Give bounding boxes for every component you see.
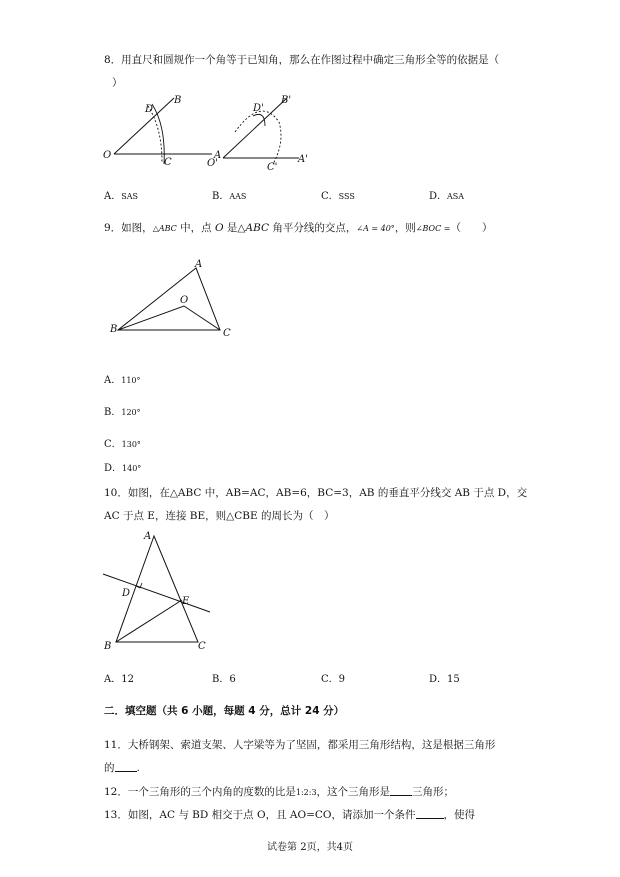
q9-option-c-text: 130° xyxy=(121,440,141,449)
q9-option-b-text: 120° xyxy=(121,408,141,417)
q9-stem-pre: 9．如图， xyxy=(104,222,153,234)
q9-stem-end: （ ） xyxy=(450,222,493,234)
q12-stem xyxy=(104,784,454,799)
q12-pre: 12．一个三角形的三个内角的度数的比是 xyxy=(104,786,296,798)
q12-mid: ，这个三角形是 xyxy=(316,786,391,798)
q13-pre: 13．如图，AC 与 BD 相交于点 O，且 AO=CO，请添加一个条件 xyxy=(104,809,416,821)
q9-stem xyxy=(104,220,492,235)
q8-option-c[interactable] xyxy=(321,187,355,202)
q10-option-c[interactable] xyxy=(321,670,345,685)
q9-option-d[interactable] xyxy=(104,459,141,474)
q10-option-b-letter: B． xyxy=(212,674,230,685)
q10-option-d-letter: D． xyxy=(429,674,448,685)
q8-option-a[interactable] xyxy=(104,187,138,202)
q8-option-b-text: AAS xyxy=(229,192,247,201)
q12-answer-blank[interactable] xyxy=(390,786,412,796)
q10-option-c-letter: C． xyxy=(321,674,339,685)
q9-option-a-text: 110° xyxy=(121,376,141,385)
q9-option-c[interactable] xyxy=(104,435,141,450)
q9-point-o: O xyxy=(214,222,224,234)
q9-angle-a: ∠A = 40° xyxy=(356,224,395,233)
q10-stem-line2: AC 于点 E，连接 BE，则△CBE 的周长为（ ） xyxy=(104,510,335,522)
q10-fig-label-d: D xyxy=(122,588,131,599)
q8-fig2-label-a: A' xyxy=(298,154,308,165)
q8-fig2-label-c: C' xyxy=(267,162,278,173)
q13-post: ，使得 xyxy=(443,809,476,821)
q10-option-a-letter: A． xyxy=(104,674,122,685)
q9-fig-label-o: O xyxy=(180,295,189,306)
q8-option-d[interactable] xyxy=(429,187,464,202)
q13-answer-blank[interactable] xyxy=(416,809,444,819)
q9-stem-mid2: 是△ xyxy=(223,222,246,234)
q10-fig-label-a: A xyxy=(144,531,152,542)
q10-option-c-text: 9 xyxy=(338,674,346,685)
page-footer: 试卷第 2页，共4页 xyxy=(267,842,353,853)
q8-option-b[interactable] xyxy=(212,187,246,202)
q8-option-a-letter: A． xyxy=(104,191,122,202)
q8-option-c-letter: C． xyxy=(321,191,339,202)
q8-option-d-text: ASA xyxy=(447,192,465,201)
q8-option-d-letter: D． xyxy=(429,191,448,202)
q10-fig-label-c: C xyxy=(198,641,206,652)
q9-option-d-letter: D． xyxy=(104,463,123,474)
q10-option-b-text: 6 xyxy=(229,674,236,685)
q8-fig1-label-d: D xyxy=(145,104,154,115)
q12-post: 三角形； xyxy=(412,786,455,798)
q8-fig1-label-a: A xyxy=(214,150,222,161)
q8-fig1-label-o: O xyxy=(103,150,112,161)
q9-fig-label-a: A xyxy=(195,259,203,270)
q10-option-a[interactable] xyxy=(104,670,134,685)
q12-ratio: 1:2:3 xyxy=(295,788,317,797)
q8-figure-1 xyxy=(100,92,220,172)
q9-option-a[interactable] xyxy=(104,371,141,386)
q9-stem-mid1: 中，点 xyxy=(176,222,215,234)
q11-line2-post: . xyxy=(136,762,140,774)
q9-option-b-letter: B． xyxy=(104,407,122,418)
section-2-title: 二．填空题（共 6 小题，每题 4 分，总计 24 分） xyxy=(104,705,345,717)
q8-option-b-letter: B． xyxy=(212,191,230,202)
q8-stem: 8．用直尺和圆规作一个角等于已知角，那么在作图过程中确定三角形全等的依据是（ xyxy=(104,54,500,66)
q10-option-b[interactable] xyxy=(212,670,236,685)
q8-figure-2 xyxy=(205,92,325,172)
q9-angle-boc: ∠BOC = xyxy=(415,224,451,233)
q10-figure xyxy=(100,528,220,653)
q11-answer-blank[interactable] xyxy=(115,762,137,772)
q8-option-a-text: SAS xyxy=(121,192,138,201)
q9-stem-mid3: 角平分线的交点， xyxy=(269,222,357,234)
q9-option-a-letter: A． xyxy=(104,375,122,386)
q8-fig1-label-c: C xyxy=(164,157,172,168)
q9-fig-label-b: B xyxy=(110,324,118,335)
q9-figure xyxy=(110,258,240,338)
q11-stem-line1: 11．大桥钢架、索道支架、人字梁等为了坚固，都采用三角形结构，这是根据三角形 xyxy=(104,739,496,751)
q8-option-c-text: SSS xyxy=(338,192,355,201)
q9-fig-label-c: C xyxy=(223,328,231,339)
q9-stem-mid4: ，则 xyxy=(394,222,416,234)
q8-fig1-label-b: B xyxy=(174,95,182,106)
q10-option-d[interactable] xyxy=(429,670,460,685)
q10-fig-label-e: E xyxy=(182,596,190,607)
q10-option-a-text: 12 xyxy=(121,674,134,685)
q8-fig2-label-d: D' xyxy=(253,103,264,114)
q10-option-d-text: 15 xyxy=(447,674,460,685)
q8-stem-cont: ） xyxy=(112,77,123,89)
q11-line2-pre: 的 xyxy=(104,762,115,774)
q13-stem xyxy=(104,807,475,822)
q9-abc: ABC xyxy=(245,222,270,234)
q8-fig2-label-b: B' xyxy=(281,95,292,106)
q9-option-d-text: 140° xyxy=(122,464,142,473)
q10-stem-line1: 10．如图，在△ABC 中，AB=AC，AB=6，BC=3，AB 的垂直平分线交 AB 于点 D，交 xyxy=(104,487,528,499)
q11-stem-line2 xyxy=(104,760,140,775)
q9-option-c-letter: C． xyxy=(104,439,122,450)
q10-fig-label-b: B xyxy=(104,641,112,652)
q9-triangle: △ABC xyxy=(152,224,177,233)
q8-fig2-label-o: O' xyxy=(207,158,218,169)
q9-option-b[interactable] xyxy=(104,403,141,418)
